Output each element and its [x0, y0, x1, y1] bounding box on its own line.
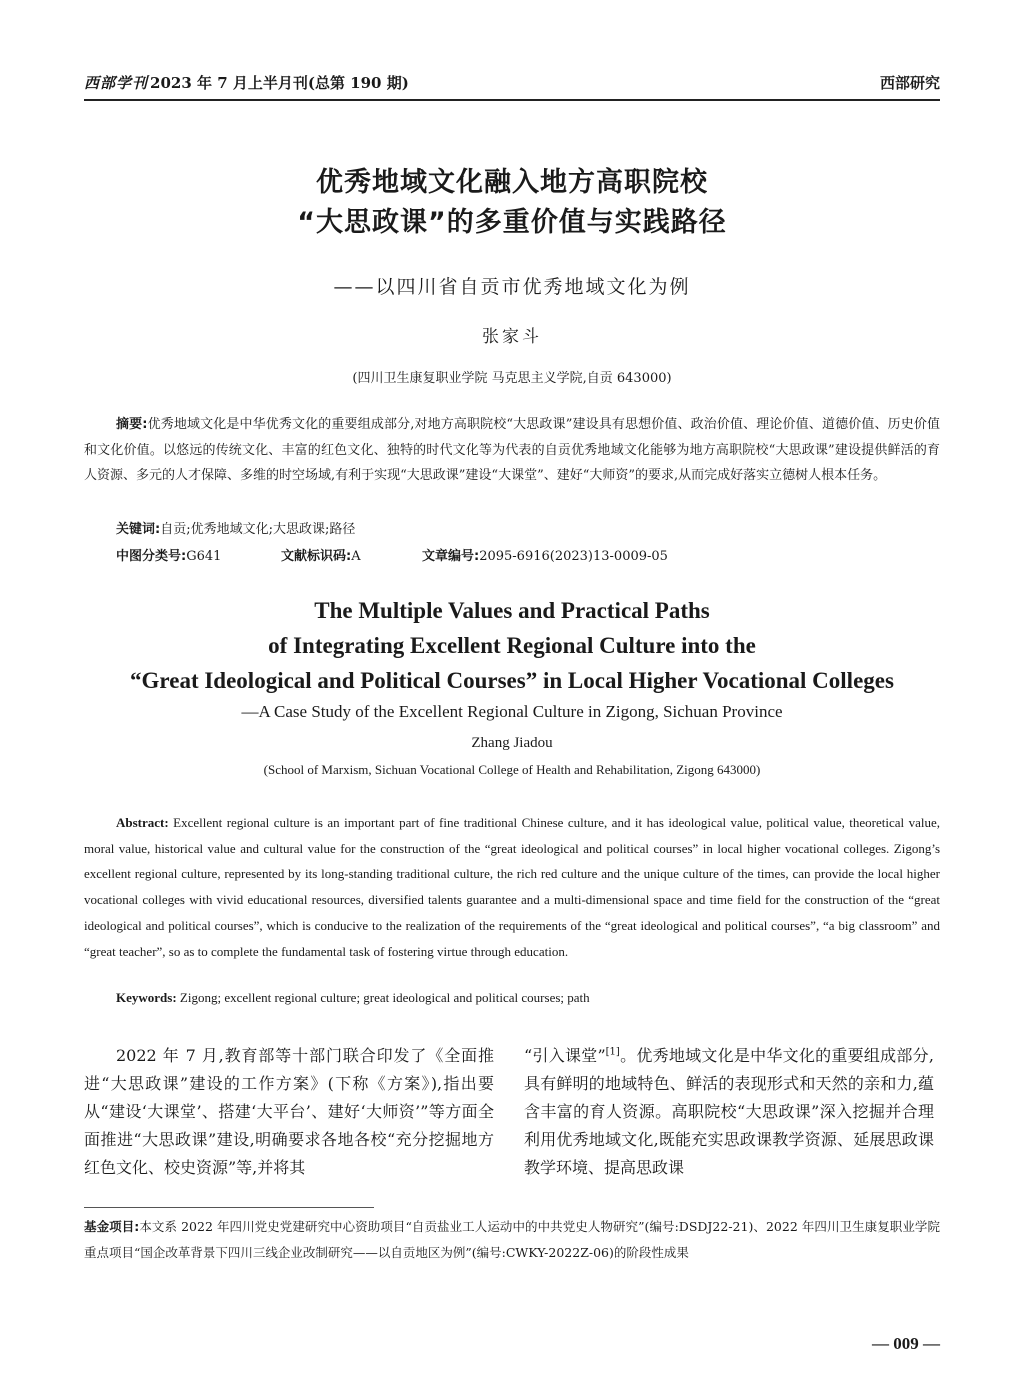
en-keywords-text: Zigong; excellent regional culture; great ideological and political courses; path: [176, 990, 590, 1005]
zh-keywords-label: 关键词:: [116, 522, 161, 537]
running-header: [84, 72, 940, 96]
en-abstract: [84, 810, 940, 964]
zh-affiliation: (四川卫生康复职业学院 马克思主义学院,自贡 643000): [352, 371, 672, 386]
en-abstract-label: Abstract:: [116, 815, 169, 830]
en-affiliation: (School of Marxism, Sichuan Vocational College of Health and Rehabilitation, Zigong 643000): [263, 762, 761, 777]
en-subtitle: —A Case Study of the Excellent Regional Culture in Zigong, Sichuan Province: [241, 702, 783, 721]
body-column-left: 2022 年 7 月,教育部等十部门联合印发了《全面推进“大思政课”建设的工作方案》(下称《方案》),指出要从“建设‘大课堂’、搭建‘大平台’、建好‘大师资’”等方面全面推进“大思政课”建设,明确要求各地各校“充分挖掘地方红色文化、校史资源”等,并将其: [84, 1046, 494, 1177]
journal-issue: [84, 72, 409, 93]
en-title-line-1: The Multiple Values and Practical Paths: [314, 598, 710, 623]
doc-code-value: A: [351, 549, 361, 564]
funding-text: 本文系 2022 年四川党史党建研究中心资助项目“自贡盐业工人运动中的中共党史人物研究”(编号:DSDJ22-21)、2022 年四川卫生康复职业学院重点项目“国企改革背景下四川三线企业改制研究——以自贡地区为例”(编号:CWKY-2022Z-06)的阶段性成果: [84, 1219, 941, 1260]
en-title-line-2: of Integrating Excellent Regional Culture into the: [268, 633, 756, 658]
article-number: [422, 545, 668, 564]
zh-abstract: [84, 412, 940, 489]
citation-ref: [1]: [605, 1046, 620, 1058]
clc-value: G641: [186, 549, 222, 564]
header-rule: [84, 99, 940, 101]
zh-author: 张家斗: [482, 327, 542, 347]
funding-footnote: [84, 1214, 940, 1266]
en-author: Zhang Jiadou: [471, 735, 553, 751]
zh-title-line-1: 优秀地域文化融入地方高职院校: [316, 167, 708, 198]
doc-code-label: 文献标识码:: [281, 549, 352, 564]
zh-abstract-text: 优秀地域文化是中华优秀文化的重要组成部分,对地方高职院校“大思政课”建设具有思想价值、政治价值、理论价值、道德价值、历史价值和文化价值。以悠远的传统文化、丰富的红色文化、独特的时代文化等为代表的自贡优秀地域文化能够为地方高职院校“大思政课”建设提供鲜活的育人资源、多元的人才保障、多维的时空场域,有利于实现“大思政课”建设“大课堂”、建好“大师资”的要求,从而完成好落实立德树人根本任务。: [84, 417, 940, 483]
document-code: [281, 545, 361, 564]
zh-keywords-text: 自贡;优秀地域文化;大思政课;路径: [160, 522, 356, 537]
clc-number: [116, 545, 221, 564]
section-name: 西部研究: [879, 74, 940, 92]
body-column-right: [524, 1042, 934, 1182]
zh-abstract-label: 摘要:: [116, 417, 148, 432]
issue-info: 2023 年 7 月上半月刊(总第 190 期): [150, 74, 409, 92]
body-right-text-b: 。优秀地域文化是中华文化的重要组成部分,具有鲜明的地域特色、鲜活的表现形式和天然的亲和力,蕴含丰富的育人资源。高职院校“大思政课”深入挖掘并合理利用优秀地域文化,既能充实思政课教学资源、延展思政课教学环境、提高思政课: [524, 1046, 934, 1177]
en-title-line-3: “Great Ideological and Political Courses” in Local Higher Vocational Colleges: [130, 668, 894, 693]
en-keywords-label: Keywords:: [116, 990, 177, 1005]
page-number: — 009 —: [872, 1334, 940, 1353]
zh-keywords: [116, 518, 355, 537]
en-keywords: [116, 990, 590, 1006]
article-no-value: 2095-6916(2023)13-0009-05: [479, 549, 668, 564]
footnote-rule: [84, 1207, 374, 1208]
funding-label: 基金项目:: [84, 1219, 140, 1234]
clc-label: 中图分类号:: [116, 549, 187, 564]
article-no-label: 文章编号:: [422, 549, 480, 564]
zh-subtitle: ——以四川省自贡市优秀地域文化为例: [333, 276, 691, 298]
body-right-text-a: “引入课堂”: [524, 1046, 606, 1065]
en-abstract-text: Excellent regional culture is an important part of fine traditional Chinese culture, and it has ideological value, political value, theoretical value, moral value, historical value and cultural value for the construction of the “great ideological and political courses” in local higher vocational colleges. Zigong’s excellent regional culture, represented by its long-standing traditional culture, the rich red culture and the unique culture of the times, can provide the local higher vocational colleges with vivid educational resources, diversified talents guarantee and a multi-dimensional space and time field for the construction of the “great ideological and political courses”, which is conducive to the realization of the requirements of the “great ideological and political courses”, “a big classroom” and “great teacher”, so as to complete the fundamental task of fostering virtue through education.: [84, 815, 940, 959]
zh-title-line-2: “大思政课”的多重价值与实践路径: [297, 207, 727, 238]
journal-logo: 西部学刊: [84, 74, 149, 92]
